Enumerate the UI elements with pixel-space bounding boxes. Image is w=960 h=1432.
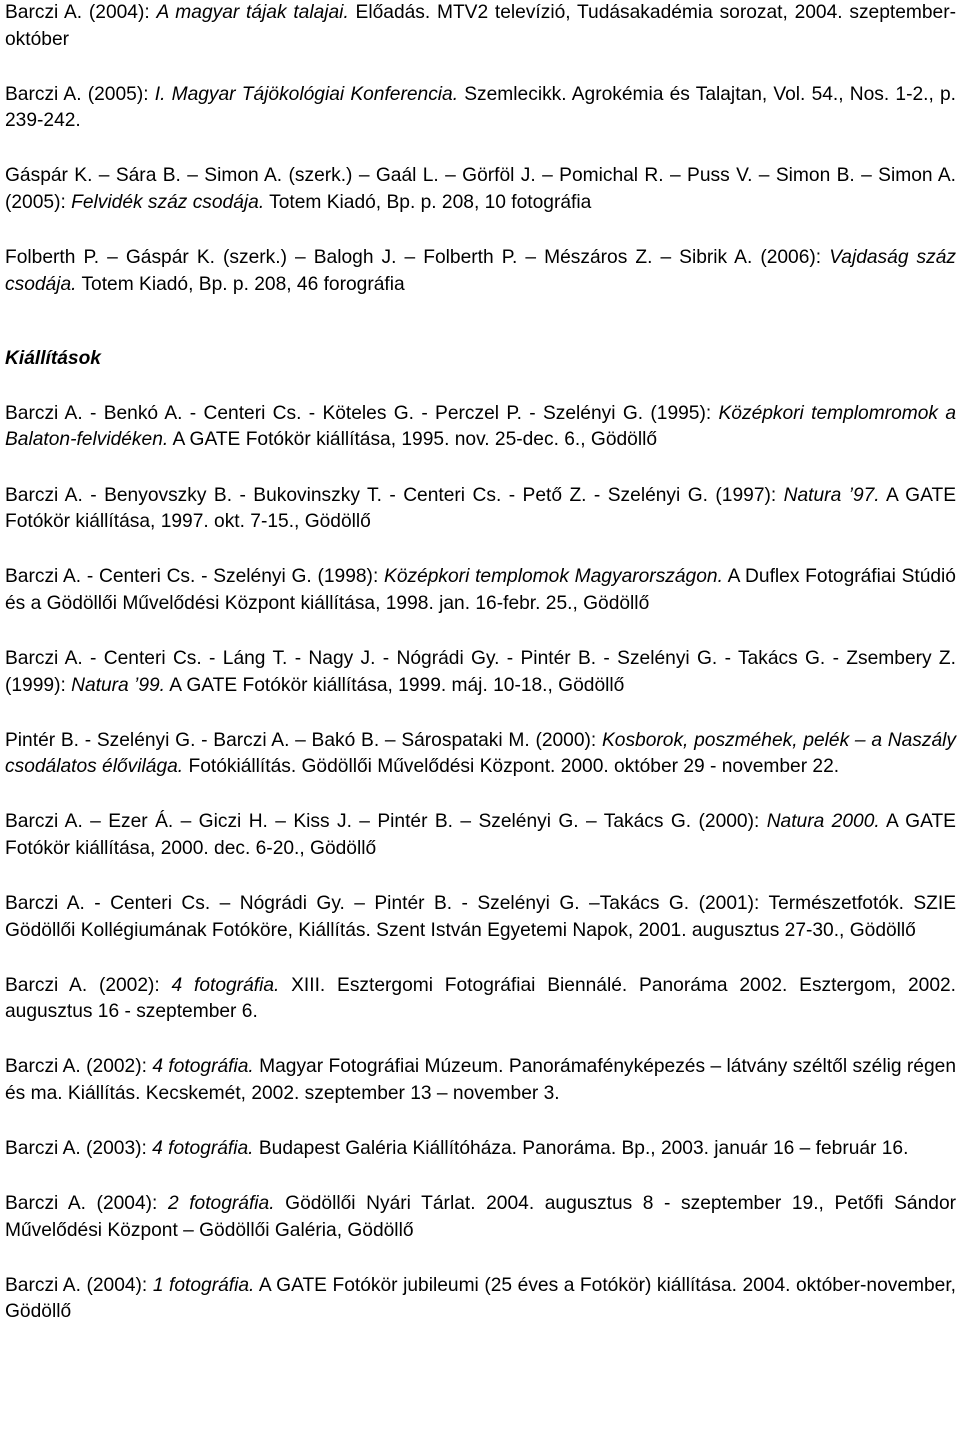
title-text: 4 fotográfia. (152, 1138, 254, 1160)
publication-entry (5, 245, 956, 298)
exhibition-entry (5, 1191, 956, 1244)
reference-text: Fotókiállítás. Gödöllői Művelődési Központ. 2000. október 29 - november 22. (183, 756, 840, 778)
exhibition-entry (5, 564, 956, 617)
reference-text: Barczi A. (2003): (5, 1138, 153, 1160)
reference-text: Barczi A. - Benyovszky B. - Bukovinszky T. - Centeri Cs. - Pető Z. - Szelényi G. (1997): (5, 484, 784, 506)
reference-text: Barczi A. - Benkó A. - Centeri Cs. - Köteles G. - Perczel P. - Szelényi G. (1995): (5, 402, 719, 424)
reference-text: Pintér B. - Szelényi G. - Barczi A. – Bakó B. – Sárospataki M. (2000): (5, 729, 602, 751)
reference-text: Barczi A. (2004): (5, 1193, 168, 1215)
reference-text: Előadás. MTV2 televízió, Tudásakadémia sorozat, 2004. szeptember-október (5, 2, 956, 50)
reference-text: Barczi A. - Centeri Cs. - Szelényi G. (1998): (5, 566, 385, 588)
exhibition-entry (5, 1054, 956, 1107)
reference-text: A GATE Fotókör kiállítása, 2000. dec. 6-20., Gödöllő (5, 811, 956, 859)
title-text: Középkori templomok Magyarországon. (384, 566, 723, 588)
reference-text: Folberth P. – Gáspár K. (szerk.) – Balogh J. – Folberth P. – Mészáros Z. – Sibrik A. (2006): (5, 247, 830, 269)
reference-text: A Duflex Fotográfiai Stúdió és a Gödöllői Művelődési Központ kiállítása, 1998. jan. 16-febr. 25., Gödöllő (5, 566, 956, 614)
title-text: 2 fotográfia. (167, 1193, 275, 1215)
publication-entry (5, 82, 956, 135)
reference-text: Barczi A. (2002): (5, 1056, 153, 1078)
reference-text: Barczi A. - Centeri Cs. - Láng T. - Nagy J. - Nógrádi Gy. - Pintér B. - Szelényi G. - Takács G. - Zsembery Z. (1999): (5, 647, 956, 696)
title-text: 4 fotográfia. (152, 1056, 254, 1078)
title-text: 4 fotográfia. (171, 974, 280, 996)
reference-text: Barczi A. (2004): (5, 1274, 153, 1296)
reference-text: Barczi A. (2002): (5, 974, 172, 996)
reference-text: Magyar Fotográfiai Múzeum. Panorámafényképezés – látvány széltől szélig régen és ma. Kiállítás. Kecskemét, 2002. szeptember 13 – november 3. (5, 1056, 956, 1104)
title-text: 1 fotográfia. (152, 1274, 255, 1296)
title-text: Vajdaság száz csodája. (5, 247, 956, 295)
reference-text: A GATE Fotókör kiállítása, 1995. nov. 25-dec. 6., Gödöllő (168, 429, 658, 451)
reference-text: Barczi A. (2004): (5, 2, 157, 23)
reference-text: Totem Kiadó, Bp. p. 208, 10 fotográfia (264, 191, 592, 213)
title-text: Kosborok, poszméhek, pelék – a Naszály csodálatos élővilága. (5, 729, 956, 778)
reference-text: Szemlecikk. Agrokémia és Talajtan, Vol. 54., Nos. 1-2., p. 239-242. (5, 83, 956, 132)
section-heading-exhibitions: Kiállítások (5, 348, 101, 370)
reference-text: Barczi A. – Ezer Á. – Giczi H. – Kiss J. – Pintér B. – Szelényi G. – Takács G. (2000): (5, 811, 767, 833)
title-text: Natura ’97. (783, 484, 880, 506)
exhibition-entry (5, 1273, 956, 1326)
exhibition-entry (5, 1136, 956, 1163)
exhibition-entry (5, 483, 956, 536)
reference-text: Gáspár K. – Sára B. – Simon A. (szerk.) – Gaál L. – Görföl J. – Pomichal R. – Puss V. – Simon B. – Simon A. (2005): (5, 165, 956, 213)
publication-entry (5, 163, 956, 216)
reference-text: A GATE Fotókör kiállítása, 1997. okt. 7-15., Gödöllő (5, 484, 956, 533)
exhibition-list (5, 401, 956, 1326)
exhibition-entry (5, 646, 956, 699)
reference-text: Barczi A. - Centeri Cs. – Nógrádi Gy. – Pintér B. - Szelényi G. –Takács G. (2001): Természetfotók. SZIE Gödöllői Kollégiumának Fotóköre, Kiállítás. Szent István Egyetemi Napok, 2001. augusztus 27-30., Gödöllő (5, 892, 956, 941)
title-text: Natura ’99. (71, 674, 165, 696)
publication-entry (5, 0, 956, 53)
title-text: A magyar tájak talajai. (156, 2, 349, 23)
reference-text: Totem Kiadó, Bp. p. 208, 46 forográfia (76, 273, 405, 295)
title-text: I. Magyar Tájökológiai Konferencia. (154, 83, 459, 105)
exhibition-entry (5, 973, 956, 1026)
exhibition-entry (5, 401, 956, 454)
title-text: Natura 2000. (766, 811, 880, 833)
reference-text: Budapest Galéria Kiállítóháza. Panoráma. Bp., 2003. január 16 – február 16. (253, 1138, 909, 1160)
document-page (5, 0, 956, 1355)
reference-text: A GATE Fotókör kiállítása, 1999. máj. 10-18., Gödöllő (165, 674, 625, 696)
exhibition-entry (5, 891, 956, 944)
exhibition-entry (5, 809, 956, 862)
reference-text: Gödöllői Nyári Tárlat. 2004. augusztus 8 - szeptember 19., Petőfi Sándor Művelődési Központ – Gödöllői Galéria, Gödöllő (5, 1193, 957, 1241)
reference-text: Barczi A. (2005): (5, 83, 155, 105)
reference-text: XIII. Esztergomi Fotográfiai Biennálé. Panoráma 2002. Esztergom, 2002. augusztus 16 - szeptember 6. (5, 974, 956, 1023)
title-text: Felvidék száz csodája. (71, 191, 265, 213)
exhibition-entry (5, 728, 956, 781)
title-text: Középkori templomromok a Balaton-felvidéken. (5, 402, 956, 451)
reference-text: A GATE Fotókör jubileumi (25 éves a Fotókör) kiállítása. 2004. október-november, Gödöllő (5, 1274, 956, 1323)
publication-list (5, 0, 956, 298)
